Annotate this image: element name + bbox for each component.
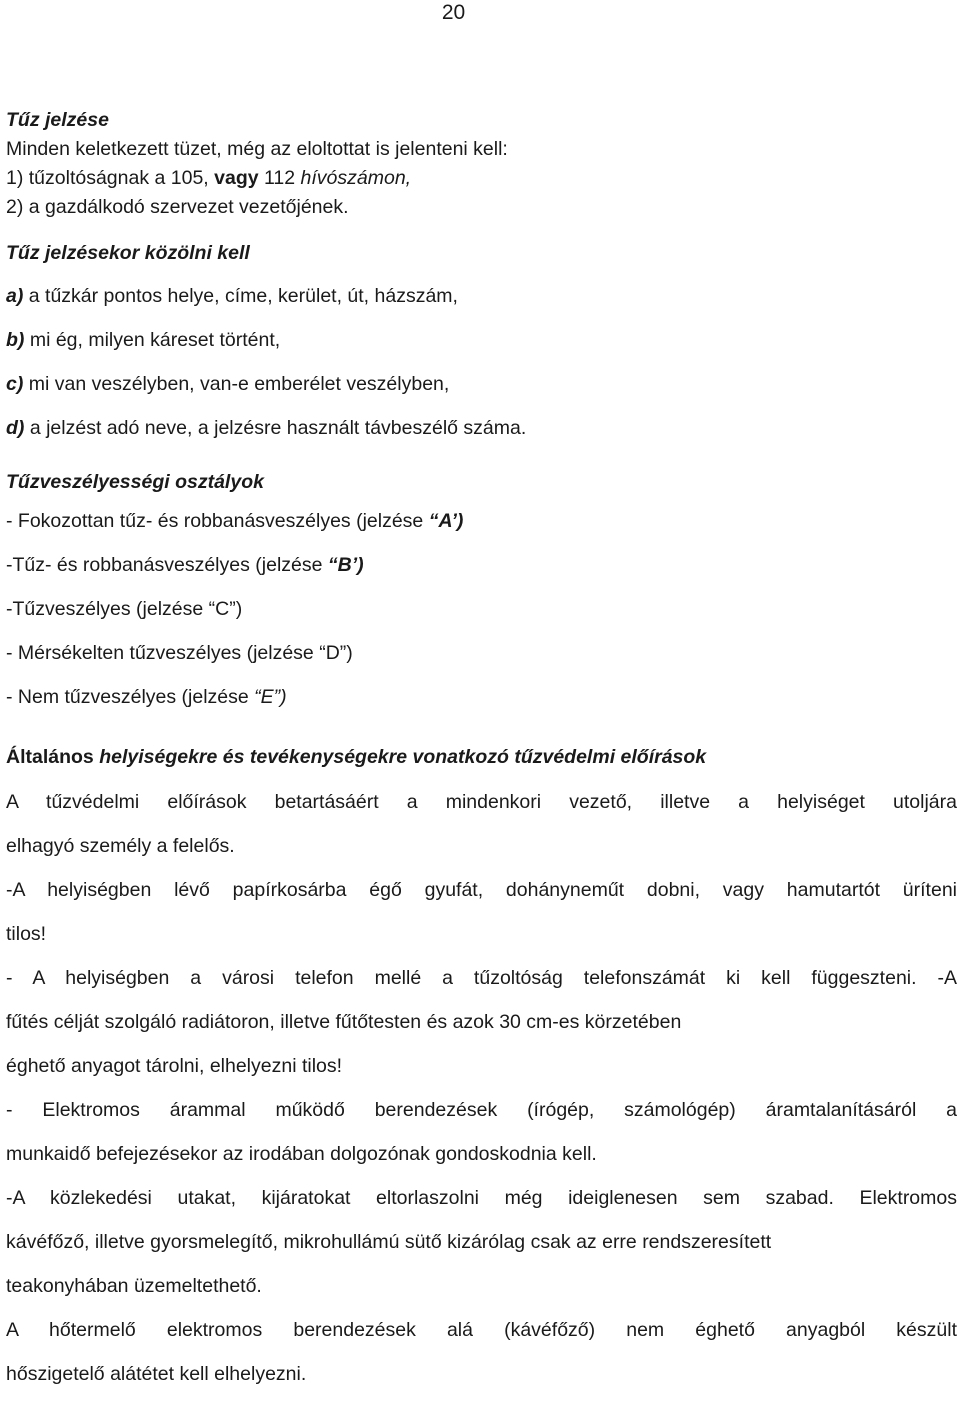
paragraph — [6, 1088, 957, 1176]
paragraph — [6, 1176, 957, 1308]
list-item-text: a jelzést adó neve, a jelzésre használt távbeszélő száma. — [24, 417, 527, 439]
paragraph — [6, 956, 957, 1088]
item-text: 112 — [258, 167, 301, 189]
list-item-text: -Tűz- és robbanásveszélyes (jelzése — [6, 554, 328, 576]
heading-bold-italic-part: helyiségekre és tevékenységekre vonatkozó tűzvédelmi előírások — [99, 746, 707, 768]
paragraph-line: -A helyiségben lévő papírkosárba égő gyufát, dohányneműt dobni, vagy hamutartót üríteni — [6, 879, 957, 901]
item-text: 1) tűzoltóságnak a 105, — [6, 167, 215, 189]
list-marker: c) — [6, 373, 24, 395]
paragraph-line: - Elektromos árammal működő berendezések (írógép, számológép) áramtalanításáról a — [6, 1099, 957, 1121]
list-item — [6, 274, 957, 318]
list-item — [6, 499, 957, 543]
list-item — [6, 318, 957, 362]
section-general-rules — [6, 743, 957, 1396]
list-marker: d) — [6, 417, 25, 439]
section-heading: Tűz jelzése — [6, 109, 109, 131]
paragraph-line: fűtés célját szolgáló radiátoron, illetve fűtőtesten és azok 30 cm-es körzetében — [6, 1011, 682, 1033]
paragraph-line: kávéfőző, illetve gyorsmelegítő, mikrohullámú sütő kizárólag csak az erre rendszeresített — [6, 1231, 772, 1253]
list-item — [6, 675, 957, 719]
item-italic-text: hívószámon, — [300, 167, 412, 189]
section-fire-classes — [6, 468, 957, 719]
paragraph-line: - A helyiségben a városi telefon mellé a tűzoltóság telefonszámát ki kell függeszteni. -A — [6, 967, 957, 989]
list-item-text: - Nem tűzveszélyes (jelzése — [6, 686, 255, 708]
paragraph-line: hőszigetelő alátétet kell elhelyezni. — [6, 1363, 307, 1385]
list-item-text: - Mérsékelten tűzveszélyes (jelzése “D”) — [6, 642, 353, 664]
class-mark: “E”) — [254, 686, 287, 708]
paragraph — [6, 780, 957, 868]
list-item: 2) a gazdálkodó szervezet vezetőjének. — [6, 196, 349, 218]
paragraph — [6, 1308, 957, 1396]
list-item-text: mi van veszélyben, van-e emberélet veszélyben, — [23, 373, 450, 395]
page-number: 20 — [441, 1, 466, 24]
paragraph-line: teakonyhában üzemeltethető. — [6, 1275, 262, 1297]
list-item — [6, 406, 957, 450]
class-mark: “A’) — [428, 510, 464, 532]
class-mark: “B’) — [327, 554, 364, 576]
section-heading: Tűz jelzésekor közölni kell — [6, 242, 250, 264]
list-item-text: mi ég, milyen káreset történt, — [24, 329, 281, 351]
list-item — [6, 543, 957, 587]
heading-bold-part: Általános — [6, 746, 100, 768]
list-item — [6, 164, 957, 193]
paragraph-line: A tűzvédelmi előírások betartásáért a mindenkori vezető, illetve a helyiséget utoljára — [6, 791, 957, 813]
paragraph-line: munkaidő befejezésekor az irodában dolgozónak gondoskodnia kell. — [6, 1143, 597, 1165]
paragraph-line: éghető anyagot tárolni, elhelyezni tilos! — [6, 1055, 343, 1077]
list-item — [6, 587, 957, 631]
document-body — [6, 106, 957, 1396]
paragraph-line: -A közlekedési utakat, kijáratokat eltorlaszolni még ideiglenesen sem szabad. Elektromos — [6, 1187, 957, 1209]
paragraph-line: A hőtermelő elektromos berendezések alá (kávéfőző) nem éghető anyagból készült — [6, 1319, 957, 1341]
section-fire-reporting — [6, 106, 957, 222]
item-bold-text: vagy — [214, 167, 259, 189]
paragraph-line: tilos! — [6, 923, 47, 945]
list-item — [6, 631, 957, 675]
section-heading: Tűzveszélyességi osztályok — [6, 471, 264, 493]
list-item-text: a tűzkár pontos helye, címe, kerület, út, házszám, — [23, 285, 458, 307]
list-marker: a) — [6, 285, 24, 307]
list-item-text: - Fokozottan tűz- és robbanásveszélyes (jelzése — [6, 510, 429, 532]
list-marker: b) — [6, 329, 25, 351]
paragraph-line: elhagyó személy a felelős. — [6, 835, 235, 857]
section-heading — [6, 743, 957, 772]
paragraph — [6, 868, 957, 956]
intro-line: Minden keletkezett tüzet, még az eloltottat is jelenteni kell: — [6, 138, 508, 160]
list-item-text: -Tűzveszélyes (jelzése “C”) — [6, 598, 243, 620]
list-item — [6, 362, 957, 406]
section-reporting-details — [6, 239, 957, 450]
